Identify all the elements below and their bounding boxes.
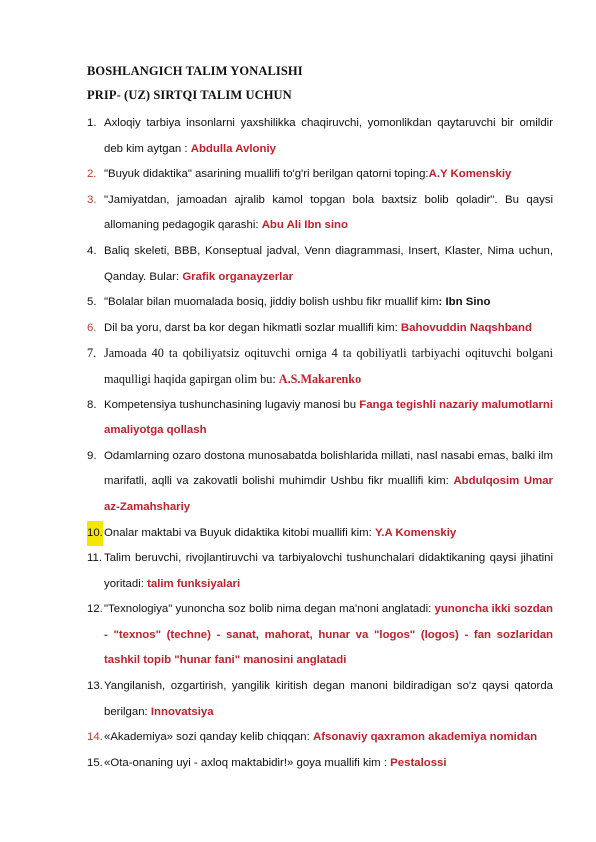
question-answer: Innovatsiya [150,705,214,718]
question-item [87,341,553,392]
question-answer: Afsonaviy qaxramon akademiya nomidan [312,731,538,744]
question-text: "Texnologiya" yunoncha soz bolib nima degan ma'noni anglatadi: [104,603,435,616]
question-item [87,751,553,777]
question-text: Kompetensiya tushunchasining lugaviy manosi bu [104,398,360,411]
question-text: Axloqiy tarbiya insonlarni yaxshilikka chaqiruvchi, yomonlikdan qaytaruvchi bir omildir deb kim aytgan : [104,117,553,155]
question-item [87,444,553,521]
question-text: Odamlarning ozaro dostona munosabatda bolishlarida millati, nasl nasabi emas, balki ilm marifatli, aqlli va zakovatli bolishi muhimdir Ushbu fikr muallifi kim: [104,449,553,488]
question-text: Baliq skeleti, BBB, Konseptual jadval, Venn diagrammasi, Insert, Klaster, Nima uchun, Qanday. Bular: [104,244,553,283]
question-text: "Jamiyatdan, jamoadan ajralib kamol topgan bola baxtsiz bolib qoladir". Bu qaysi allomaning pedagogik qarashi: [104,193,553,232]
question-answer: Grafik organayzerlar [182,270,294,283]
question-text: Yangilanish, ozgartirish, yangilik kiritish degan manoni bildiradigan so'z qaysi qatorda berilgan: [104,680,553,718]
question-number: 15. [87,756,103,769]
question-text: "Bolalar bilan muomalada bosiq, jiddiy bolish ushbu fikr muallif kim [104,296,439,309]
question-answer: Abu Ali Ibn sino [261,219,348,232]
question-answer: Y.A Komenskiy [374,526,457,539]
question-text: Talim beruvchi, rivojlantiruvchi va tarbiyalovchi tushunchalari didaktikaning qaysi jihatini yoritadi: [104,552,553,590]
question-item [87,188,553,239]
question-number: 9. [87,449,97,462]
question-item [87,162,553,188]
question-answer: : Ibn Sino [438,296,491,309]
question-text: Onalar maktabi va Buyuk didaktika kitobi muallifi kim: [104,526,375,539]
question-text: Jamoada 40 ta qobiliyatsiz oqituvchi orniga 4 ta qobiliyatli tarbiyachi oqituvchi bolgani maqulligi haqida gapirgan olim bu: [104,346,553,386]
question-answer: Bahovuddin Naqshband [400,321,532,334]
question-item [87,316,553,342]
question-item [87,546,553,597]
question-text: Dil ba yoru, darst ba kor degan hikmatli sozlar muallifi kim: [104,321,401,334]
question-number: 1. [87,117,97,129]
question-number: 11. [87,552,102,565]
question-number: 10. [87,521,103,547]
question-text: «Ota-onaning uyi - axloq maktabidir!» goya muallifi kim : [104,756,391,769]
question-number: 12. [87,603,103,616]
question-answer: yunoncha ikki sozdan - "texnos" (techne) - sanat, mahorat, hunar va "logos" (logos) - fan sozlaridan tashkil topib "hunar fani" manosini anglatadi [104,603,553,667]
question-number: 13. [87,680,103,693]
question-number: 3. [87,193,97,206]
question-item [87,597,553,674]
question-number: 2. [87,168,97,181]
question-answer: A.S.Makarenko [278,371,362,386]
question-number: 7. [87,346,97,361]
question-number: 5. [87,296,97,309]
question-item [87,521,553,547]
question-text: «Akademiya» sozi qanday kelib chiqqan: [104,731,313,744]
question-answer: Abdulqosim Umar az-Zamahshariy [104,475,553,513]
question-answer: talim funksiyalari [147,577,241,590]
question-answer: Fanga tegishli nazariy malumotlarni amaliyotga qollash [104,398,553,437]
question-item [87,290,553,316]
question-answer: Abdulla Avloniy [190,142,276,155]
question-number: 6. [87,321,97,334]
question-answer: A.Y Komenskiy [428,168,512,181]
question-item [87,674,553,725]
question-number: 4. [87,244,97,257]
document-subtitle: PRIP- (UZ) SIRTQI TALIM UCHUN [87,88,292,102]
question-item [87,239,553,290]
document-title: BOSHLANGICH TALIM YONALISHI [87,64,303,78]
question-list [87,111,553,776]
question-number: 14. [87,731,103,744]
question-item [87,725,553,751]
question-answer: Pestalossi [390,756,447,769]
question-item [87,111,553,162]
question-item [87,393,553,444]
question-number: 8. [87,398,97,411]
question-text: "Buyuk didaktika" asarining muallifi to'g'ri berilgan qatorni toping: [104,168,429,181]
